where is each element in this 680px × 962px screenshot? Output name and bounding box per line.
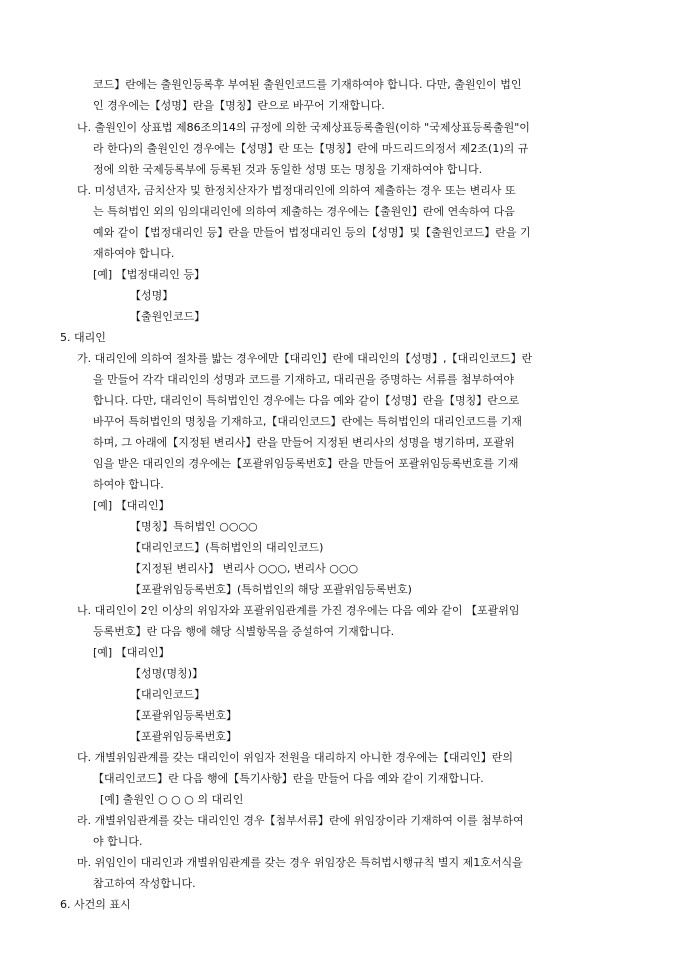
text-line: 는 특허법인 외의 임의대리인에 의하여 제출하는 경우에는【출원인】란에 연속하여 다음: [93, 205, 515, 218]
text-line: 등록번호】란 다음 행에 해당 식별항목을 증설하여 기재합니다.: [93, 625, 395, 638]
example-label: [예] 【법정대리인 등】: [93, 268, 205, 281]
text-line: 나. 출원인이 상표법 제86조의14의 규정에 의한 국제상표등록출원(이하 "국제상표등록출원"이: [77, 121, 530, 134]
text-line: 바꾸어 특허법인의 명칭을 기재하고,【대리인코드】란에는 특허법인의 대리인코드를 기재: [93, 415, 523, 428]
text-line: 【성명(명칭)】: [130, 667, 204, 680]
text-line: 【포괄위임등록번호】(특허법인의 해당 포괄위임등록번호): [130, 583, 412, 596]
text-line: 【출원인코드】: [130, 310, 206, 323]
example-label: [예] 출원인 ○ ○ ○ 의 대리인: [100, 793, 244, 806]
text-line: 참고하여 작성합니다.: [93, 877, 196, 890]
text-line: 을 만들어 각각 대리인의 성명과 코드를 기재하고, 대리권을 증명하는 서류를 첨부하여야: [93, 373, 514, 386]
text-line: 【대리인코드】란 다음 행에【특기사항】란을 만들어 다음 예와 같이 기재합니다.: [93, 772, 484, 785]
text-line: 라 한다)의 출원인인 경우에는【성명】란 또는【명칭】란에 마드리드의정서 제2조(1)의 규: [93, 142, 529, 155]
text-line: 코드】란에는 출원인등록후 부여된 출원인코드를 기재하여야 합니다. 다만, 출원인이 법인: [93, 78, 522, 91]
text-line: 마. 위임인이 대리인과 개별위임관계를 갖는 경우 위임장은 특허법시행규칙 별지 제1호서식을: [77, 856, 523, 869]
text-line: 가. 대리인에 의하여 절차를 밟는 경우에만【대리인】란에 대리인의【성명】,【대리인코드】란: [77, 352, 533, 365]
example-label: [예] 【대리인】: [93, 499, 170, 512]
text-line: 다. 개별위임관계를 갖는 대리인이 위임자 전원을 대리하지 아니한 경우에는【대리인】란의: [77, 751, 514, 764]
text-line: 【대리인코드】(특허법인의 대리인코드): [130, 541, 324, 554]
text-line: 합니다. 다만, 대리인이 특허법인인 경우에는 다음 예와 같이【성명】란을【명칭】란으로: [93, 394, 520, 407]
text-line: 인 경우에는【성명】란을【명칭】란으로 바꾸어 기재합니다.: [93, 99, 385, 112]
text-line: 나. 대리인이 2인 이상의 위임자와 포괄위임관계를 가진 경우에는 다음 예와 같이 【포괄위임: [77, 604, 520, 617]
text-line: 【포괄위임등록번호】: [130, 709, 238, 722]
text-line: 【대리인코드】: [130, 688, 206, 701]
text-line: 하여야 합니다.: [93, 478, 164, 491]
text-line: 다. 미성년자, 금치산자 및 한정치산자가 법정대리인에 의하여 제출하는 경우 또는 변리사 또: [77, 184, 516, 197]
text-line: 재하여야 합니다.: [93, 247, 175, 260]
text-line: 야 합니다.: [93, 835, 143, 848]
text-line: 【명칭】특허법인 ○○○○: [130, 520, 258, 533]
text-line: 【성명】: [130, 289, 174, 302]
example-label: [예] 【대리인】: [93, 646, 170, 659]
section-heading: 5. 대리인: [60, 331, 106, 344]
text-line: 라. 개별위임관계를 갖는 대리인인 경우【첨부서류】란에 위임장이라 기재하여 이를 첨부하여: [77, 814, 524, 827]
section-heading: 6. 사건의 표시: [60, 898, 131, 911]
text-line: 임을 받은 대리인의 경우에는【포괄위임등록번호】란을 만들어 포괄위임등록번호를 기재: [93, 457, 519, 470]
text-line: 하며, 그 아래에【지정된 변리사】란을 만들어 지정된 변리사의 성명을 병기하며, 포괄위: [93, 436, 515, 449]
text-line: 예와 같이【법정대리인 등】란을 만들어 법정대리인 등의【성명】및【출원인코드】란을 기: [93, 226, 531, 239]
text-line: 【포괄위임등록번호】: [130, 730, 238, 743]
text-line: 정에 의한 국제등록부에 등록된 것과 동일한 성명 또는 명칭을 기재하여야 합니다.: [93, 163, 483, 176]
text-line: 【지정된 변리사】 변리사 ○○○, 변리사 ○○○: [130, 562, 359, 575]
